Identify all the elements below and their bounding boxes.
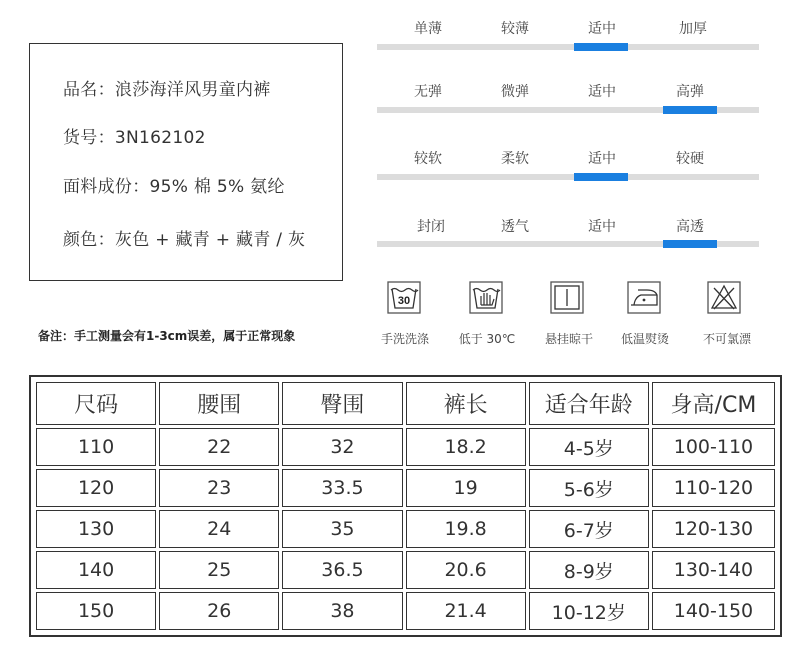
table-cell: 19 — [406, 469, 526, 507]
scale-track — [377, 241, 759, 247]
table-cell: 130 — [36, 510, 156, 548]
hand-wash-icon — [469, 281, 503, 314]
care-label-no-bleach: 不可氯漂 — [702, 332, 751, 346]
table-cell: 8-9岁 — [529, 551, 649, 589]
scale-track — [377, 174, 759, 180]
header-cell: 裤长 — [406, 382, 526, 425]
table-cell: 10-12岁 — [529, 592, 649, 630]
scale-label: 较硬 — [676, 151, 704, 167]
scale-selected-marker — [663, 106, 717, 114]
table-cell: 120-130 — [652, 510, 775, 548]
scale-label: 封闭 — [417, 219, 445, 235]
table-cell: 22 — [159, 428, 279, 466]
scale-label: 较软 — [414, 151, 442, 167]
table-header-row — [36, 382, 775, 425]
table-cell: 20.6 — [406, 551, 526, 589]
scale-label: 高弹 — [676, 84, 704, 100]
product-color: 颜色：灰色 + 藏青 + 藏青 / 灰 — [63, 230, 306, 250]
table-row — [36, 469, 775, 507]
scale-label: 单薄 — [414, 21, 442, 37]
care-label-hand-wash: 手洗洗涤 — [380, 332, 429, 346]
table-cell: 140-150 — [652, 592, 775, 630]
product-code: 货号：3N162102 — [63, 128, 206, 148]
table-cell: 100-110 — [652, 428, 775, 466]
header-cell: 尺码 — [36, 382, 156, 425]
table-row — [36, 592, 775, 630]
measurement-note: 备注：手工测量会有1-3cm误差，属于正常现象 — [38, 329, 296, 343]
table-cell: 21.4 — [406, 592, 526, 630]
table-cell: 36.5 — [282, 551, 402, 589]
scale-label: 加厚 — [679, 21, 707, 37]
size-table-grid — [33, 379, 778, 633]
table-cell: 120 — [36, 469, 156, 507]
table-cell: 140 — [36, 551, 156, 589]
line-dry-icon — [550, 281, 584, 314]
table-cell: 150 — [36, 592, 156, 630]
scale-label: 适中 — [588, 151, 616, 167]
scale-label: 柔软 — [501, 151, 529, 167]
table-cell: 23 — [159, 469, 279, 507]
table-cell: 110-120 — [652, 469, 775, 507]
table-cell: 19.8 — [406, 510, 526, 548]
scale-label: 较薄 — [501, 21, 529, 37]
hand-wash-30-icon — [387, 281, 421, 314]
scale-label: 适中 — [588, 219, 616, 235]
care-label-low-iron: 低温熨烫 — [620, 332, 669, 346]
care-label-temperature: 低于 30℃ — [458, 332, 516, 346]
scale-selected-marker — [574, 43, 628, 51]
header-cell: 腰围 — [159, 382, 279, 425]
table-cell: 4-5岁 — [529, 428, 649, 466]
scale-label: 透气 — [501, 219, 529, 235]
table-cell: 35 — [282, 510, 402, 548]
table-cell: 5-6岁 — [529, 469, 649, 507]
table-cell: 33.5 — [282, 469, 402, 507]
scale-label: 适中 — [588, 84, 616, 100]
header-cell: 臀围 — [282, 382, 402, 425]
care-label-line-dry: 悬挂晾干 — [544, 332, 593, 346]
table-row — [36, 551, 775, 589]
scale-track — [377, 107, 759, 113]
table-cell: 110 — [36, 428, 156, 466]
scale-selected-marker — [574, 173, 628, 181]
scale-label: 微弹 — [501, 84, 529, 100]
scale-track — [377, 44, 759, 50]
table-cell: 18.2 — [406, 428, 526, 466]
scale-label: 高透 — [676, 219, 704, 235]
header-cell: 身高/CM — [652, 382, 775, 425]
product-name: 品名：浪莎海洋风男童内裤 — [63, 80, 271, 100]
table-cell: 130-140 — [652, 551, 775, 589]
size-table — [29, 375, 782, 637]
table-cell: 26 — [159, 592, 279, 630]
product-fabric: 面料成份：95% 棉 5% 氨纶 — [63, 177, 285, 197]
table-cell: 25 — [159, 551, 279, 589]
no-bleach-icon — [707, 281, 741, 314]
scale-selected-marker — [663, 240, 717, 248]
header-cell: 适合年龄 — [529, 382, 649, 425]
table-row — [36, 510, 775, 548]
table-cell: 6-7岁 — [529, 510, 649, 548]
table-cell: 32 — [282, 428, 402, 466]
table-cell: 38 — [282, 592, 402, 630]
table-row — [36, 428, 775, 466]
wash-temp-text: 30 — [397, 295, 411, 307]
table-cell: 24 — [159, 510, 279, 548]
scale-label: 无弹 — [414, 84, 442, 100]
scale-label: 适中 — [588, 21, 616, 37]
product-info-box — [29, 43, 343, 281]
low-iron-icon — [627, 281, 661, 314]
